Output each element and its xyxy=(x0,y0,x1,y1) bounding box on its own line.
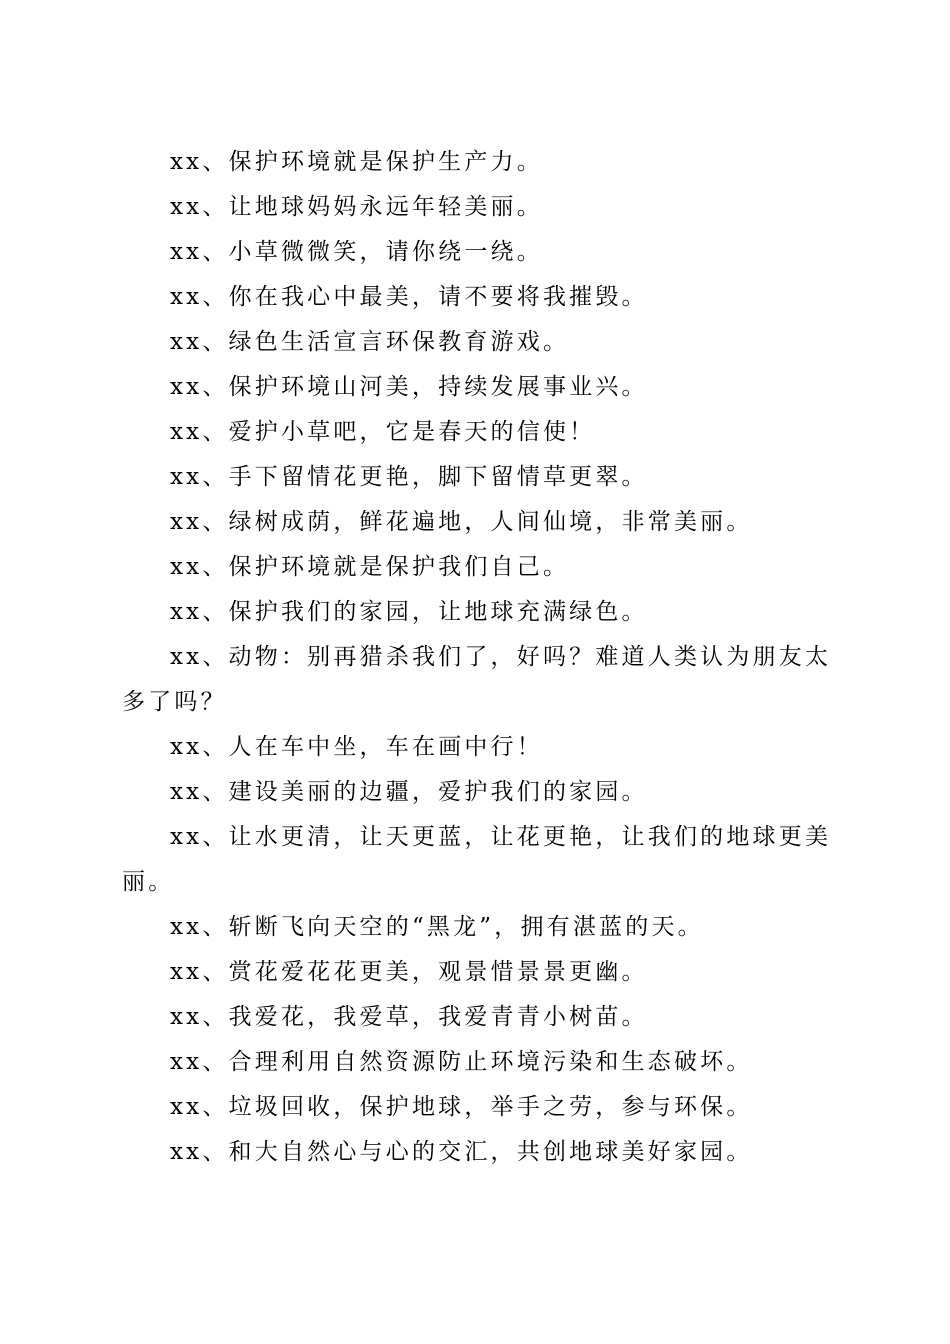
slogan-text: xx、赏花爱花花更美，观景惜景景更幽。 xyxy=(170,959,648,985)
slogan-line xyxy=(122,725,826,770)
slogan-text: xx、动物：别再猎杀我们了，好吗？难道人类认为朋友太 xyxy=(170,644,832,670)
slogan-text: xx、合理利用自然资源防止环境污染和生态破坏。 xyxy=(170,1049,753,1075)
slogan-text: xx、保护我们的家园，让地球充满绿色。 xyxy=(170,599,648,625)
slogan-line xyxy=(122,770,826,815)
slogan-text: xx、小草微微笑，请你绕一绕。 xyxy=(170,239,543,265)
slogan-text: xx、我爱花，我爱草，我爱青青小树苗。 xyxy=(170,1004,648,1030)
slogan-text-continued: 多了吗？ xyxy=(122,689,227,715)
slogan-line xyxy=(122,950,826,995)
slogan-line xyxy=(122,455,826,500)
slogan-text: xx、建设美丽的边疆，爱护我们的家园。 xyxy=(170,779,648,805)
slogan-text: xx、和大自然心与心的交汇，共创地球美好家园。 xyxy=(170,1139,753,1165)
slogan-text: xx、保护环境山河美，持续发展事业兴。 xyxy=(170,374,648,400)
slogan-text: xx、手下留情花更艳，脚下留情草更翠。 xyxy=(170,464,648,490)
slogan-line xyxy=(122,545,826,590)
slogan-line xyxy=(122,635,832,725)
slogan-text-continued: 丽。 xyxy=(122,869,175,895)
slogan-text: xx、爱护小草吧，它是春天的信使！ xyxy=(170,419,596,445)
slogan-line xyxy=(122,140,826,185)
slogan-line xyxy=(122,500,826,545)
slogan-line xyxy=(122,1085,826,1130)
slogan-line xyxy=(122,410,826,455)
slogan-text: xx、保护环境就是保护生产力。 xyxy=(170,149,543,175)
slogan-line xyxy=(122,365,826,410)
slogan-line xyxy=(122,320,826,365)
slogan-line xyxy=(122,1130,826,1175)
slogan-text: xx、绿树成荫，鲜花遍地，人间仙境，非常美丽。 xyxy=(170,509,753,535)
slogan-line xyxy=(122,995,826,1040)
slogan-text: xx、斩断飞向天空的“黑龙”，拥有湛蓝的天。 xyxy=(170,914,704,940)
slogan-line xyxy=(122,905,826,950)
slogan-line xyxy=(122,590,826,635)
slogan-text: xx、你在我心中最美，请不要将我摧毁。 xyxy=(170,284,648,310)
slogan-text: xx、绿色生活宣言环保教育游戏。 xyxy=(170,329,570,355)
slogan-line xyxy=(122,185,826,230)
slogan-line xyxy=(122,1040,826,1085)
document-page xyxy=(122,140,832,1175)
slogan-line xyxy=(122,815,832,905)
slogan-line xyxy=(122,230,826,275)
slogan-text: xx、保护环境就是保护我们自己。 xyxy=(170,554,570,580)
slogan-line xyxy=(122,275,826,320)
slogan-text: xx、人在车中坐，车在画中行！ xyxy=(170,734,543,760)
slogan-text: xx、让地球妈妈永远年轻美丽。 xyxy=(170,194,543,220)
slogan-text: xx、让水更清，让天更蓝，让花更艳，让我们的地球更美 xyxy=(170,824,832,850)
slogan-text: xx、垃圾回收，保护地球，举手之劳，参与环保。 xyxy=(170,1094,753,1120)
